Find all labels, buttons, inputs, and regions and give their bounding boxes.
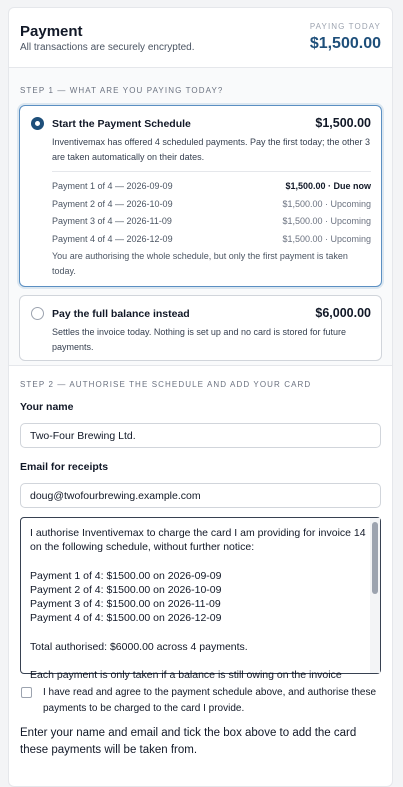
paying-today-label: PAYING TODAY bbox=[309, 22, 381, 31]
schedule-row-status: $1,500.00 · Upcoming bbox=[282, 198, 371, 209]
full-balance-description: Settles the invoice today. Nothing is set up and no card is stored for future payments. bbox=[52, 327, 346, 352]
step1-section bbox=[9, 68, 392, 366]
step2-label: STEP 2 — AUTHORISE THE SCHEDULE AND ADD YOUR CARD bbox=[20, 380, 312, 389]
paying-today-amount: $1,500.00 bbox=[309, 35, 381, 52]
schedule-row-label: Payment 1 of 4 — 2026-09-09 bbox=[52, 181, 173, 191]
security-note: All transactions are securely encrypted. bbox=[20, 42, 195, 53]
name-label: Your name bbox=[20, 401, 74, 413]
schedule-option-amount: $1,500.00 bbox=[315, 116, 371, 130]
email-input[interactable] bbox=[20, 483, 381, 508]
payment-header bbox=[9, 8, 392, 68]
email-label: Email for receipts bbox=[20, 461, 109, 473]
schedule-option-description: Inventivemax has offered 4 scheduled payments. Pay the first today; the other 3 are taken automatically on their dates. bbox=[52, 137, 371, 162]
full-balance-radio[interactable] bbox=[31, 307, 44, 320]
schedule-row-label: Payment 4 of 4 — 2026-12-09 bbox=[52, 233, 173, 244]
terms-scrollbar[interactable] bbox=[370, 518, 380, 673]
name-input[interactable] bbox=[20, 423, 381, 448]
step1-label: STEP 1 — WHAT ARE YOU PAYING TODAY? bbox=[20, 86, 224, 95]
schedule-option[interactable] bbox=[19, 105, 382, 287]
authorisation-terms-text: I authorise Inventivemax to charge the card I am providing for invoice 14 on the following schedule, without further notice: Payment 1 of 4: $1500.00 on 2026-09-09 Payment 2 of 4: $1500.00 on 2026-10-09 Payment 3 of 4: $1500.00 on 2026-11-09 Payment 4 of 4: $1500.00 on 2026-12-09 Total authorised: $6000.00 across 4 payments. Each payment is only taken if a balance is still owing on the invoice bbox=[30, 527, 366, 682]
schedule-row-status: $1,500.00 · Upcoming bbox=[282, 233, 371, 244]
schedule-row bbox=[52, 181, 371, 195]
card-hint: Enter your name and email and tick the box above to add the card these payments will be taken from. bbox=[20, 727, 357, 756]
schedule-row-status: $1,500.00 · Due now bbox=[285, 181, 371, 191]
full-balance-amount: $6,000.00 bbox=[315, 306, 371, 320]
full-balance-option[interactable] bbox=[19, 295, 382, 361]
agree-label[interactable]: I have read and agree to the payment schedule above, and authorise these payments to be charged to the card I provide. bbox=[43, 687, 377, 714]
schedule-option-radio[interactable] bbox=[31, 117, 44, 130]
authorisation-terms-box[interactable] bbox=[20, 517, 381, 682]
schedule-row-status: $1,500.00 · Upcoming bbox=[282, 216, 371, 226]
agree-checkbox[interactable] bbox=[21, 687, 32, 698]
schedule-divider bbox=[52, 171, 371, 172]
schedule-row-label: Payment 2 of 4 — 2026-10-09 bbox=[52, 198, 173, 209]
schedule-row bbox=[52, 199, 371, 213]
payment-card bbox=[8, 7, 393, 787]
schedule-row-label: Payment 3 of 4 — 2026-11-09 bbox=[52, 216, 172, 226]
schedule-row bbox=[52, 216, 371, 230]
schedule-option-title: Start the Payment Schedule bbox=[52, 118, 191, 130]
schedule-note: You are authorising the whole schedule, but only the first payment is taken today. bbox=[52, 251, 348, 276]
terms-scrollbar-thumb[interactable] bbox=[372, 522, 378, 594]
page-title: Payment bbox=[20, 23, 83, 40]
schedule-row bbox=[52, 234, 371, 248]
full-balance-title: Pay the full balance instead bbox=[52, 308, 190, 320]
